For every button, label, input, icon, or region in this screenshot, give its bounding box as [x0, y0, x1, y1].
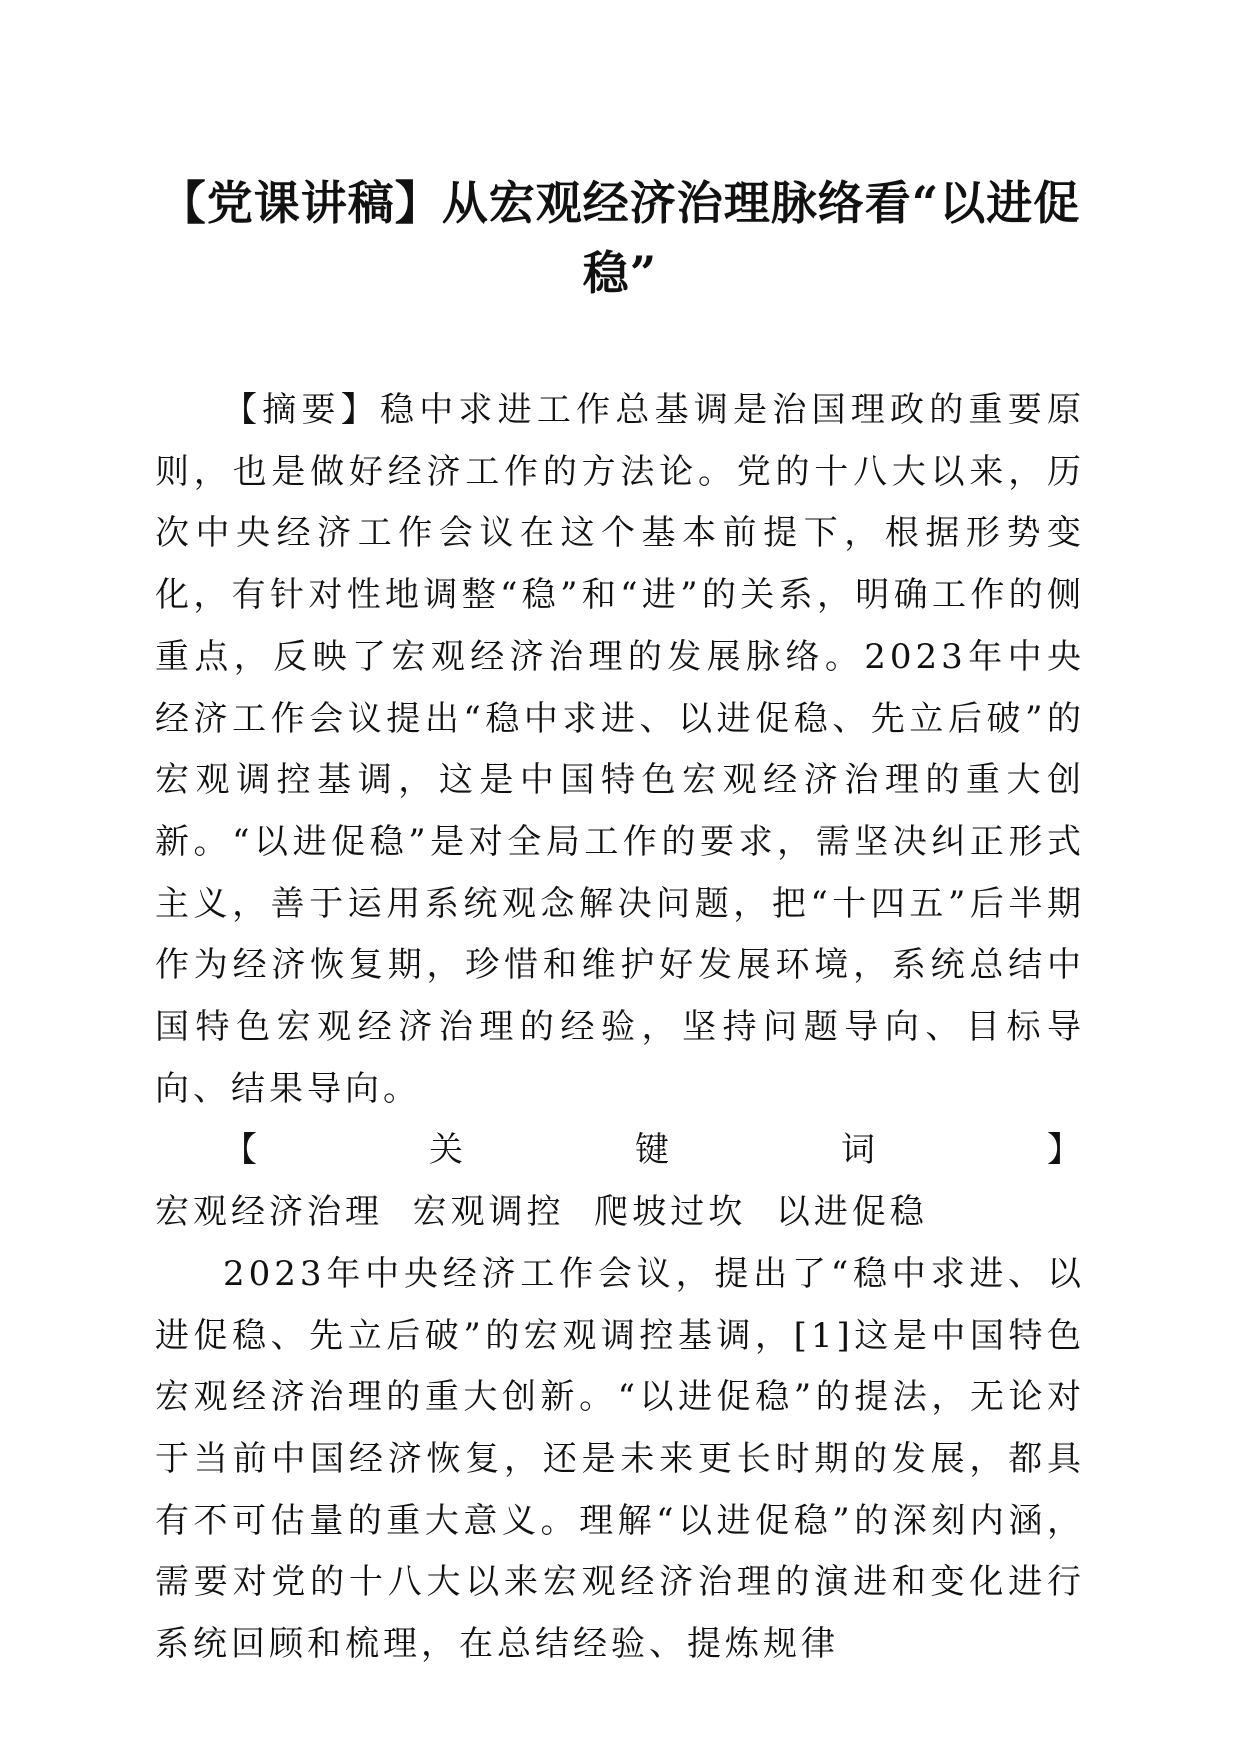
keywords-text: 宏观经济治理 宏观调控 爬坡过坎 以进促稳: [155, 1192, 928, 1233]
keywords-label: 【关键词】: [223, 1130, 1085, 1171]
keywords-paragraph: [155, 1120, 1085, 1243]
document-body: [155, 380, 1085, 1676]
document-title: 【党课讲稿】从宏观经济治理脉络看“以进促稳”: [159, 176, 1081, 300]
abstract-label: 【摘要】: [223, 390, 380, 430]
abstract-text: 稳中求进工作总基调是治国理政的重要原则，也是做好经济工作的方法论。党的十八大以来，历次中央经济工作会议在这个基本前提下，根据形势变化，有针对性地调整“稳”和“进”的关系，明确工作的侧重点，反映了宏观经济治理的发展脉络。2023年中央经济工作会议提出“稳中求进、以进促稳、先立后破”的宏观调控基调，这是中国特色宏观经济治理的重大创新。“以进促稳”是对全局工作的要求，需坚决纠正形式主义，善于运用系统观念解决问题，把“十四五”后半期作为经济恢复期，珍惜和维护好发展环境，系统总结中国特色宏观经济治理的经验，坚持问题导向、目标导向、结果导向。: [155, 390, 1085, 1109]
intro-paragraph: 2023年中央经济工作会议，提出了“稳中求进、以进促稳、先立后破”的宏观调控基调，[1]这是中国特色宏观经济治理的重大创新。“以进促稳”的提法，无论对于当前中国经济恢复，还是未来更长时期的发展，都具有不可估量的重大意义。理解“以进促稳”的深刻内涵，需要对党的十八大以来宏观经济治理的演进和变化进行系统回顾和梳理，在总结经验、提炼规律: [155, 1253, 1085, 1665]
abstract-paragraph: [155, 380, 1085, 1120]
